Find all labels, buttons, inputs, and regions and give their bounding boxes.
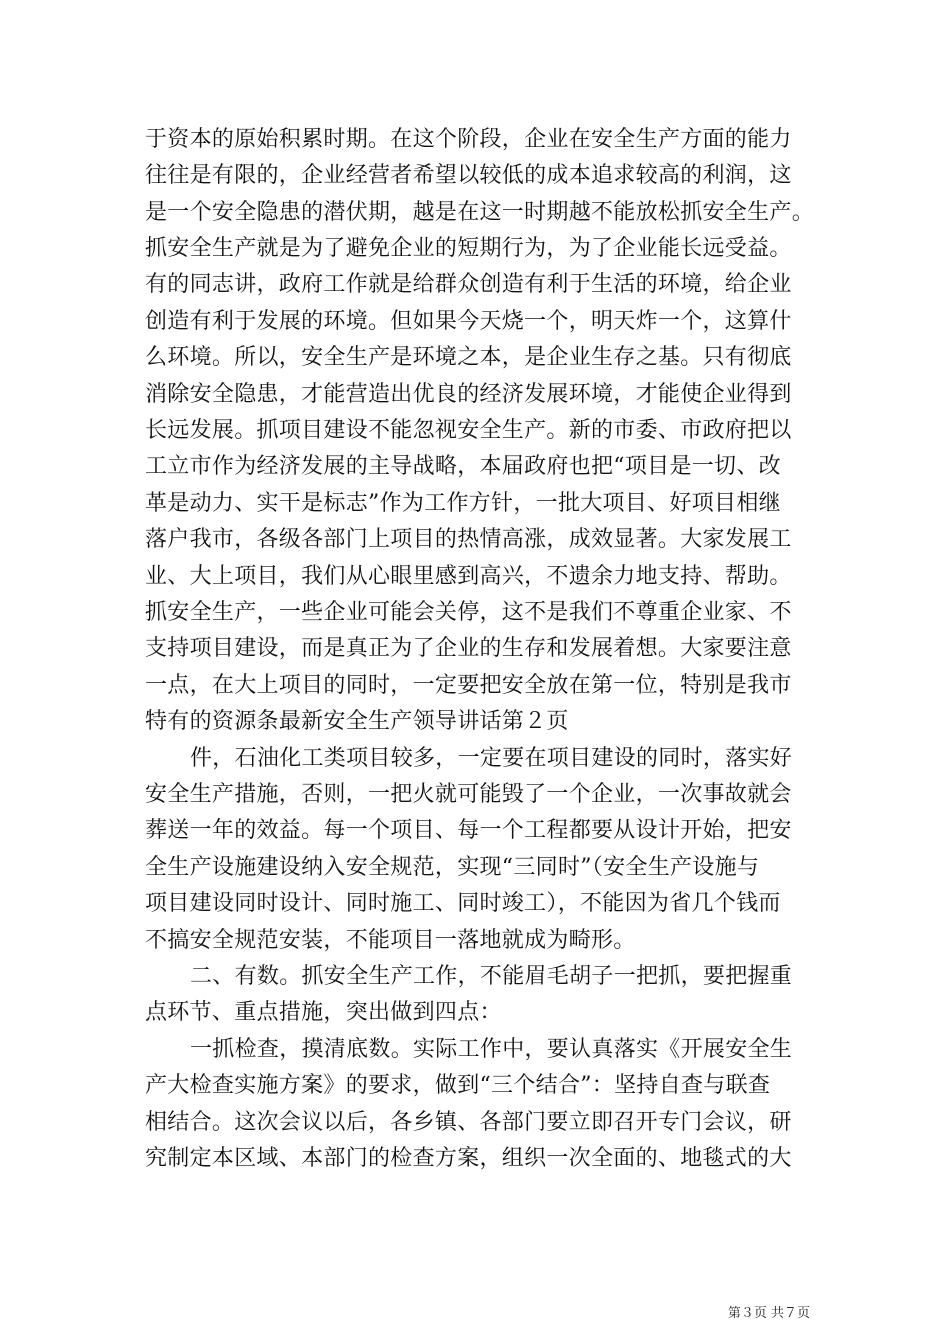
text-line-14: 抓安全生产，一些企业可能会关停，这不是我们不尊重企业家、不 [145, 600, 792, 625]
text-line-25: 点环节、重点措施，突出做到四点： [145, 1000, 502, 1025]
text-line-4: 抓安全生产就是为了避免企业的短期行为，为了企业能长远受益。 [145, 236, 792, 261]
text-line-18: 件，石油化工类项目较多，一定要在项目建设的同时，落实好 [190, 746, 793, 771]
text-line-23: 不搞安全规范安装，不能项目一落地就成为畸形。 [145, 928, 636, 953]
text-line-24: 二、有数。抓安全生产工作，不能眉毛胡子一把抓，要把握重 [190, 964, 793, 989]
text-line-8: 消除安全隐患，才能营造出优良的经济发展环境，才能使企业得到 [145, 382, 792, 407]
text-line-16: 一点，在大上项目的同时，一定要把安全放在第一位，特别是我市 [145, 673, 792, 698]
text-line-11: 革是动力、实干是标志”作为工作方针，一批大项目、好项目相继 [145, 491, 781, 516]
text-line-10: 工立市作为经济发展的主导战略，本届政府也把“项目是一切、改 [145, 454, 781, 479]
page-number: 第３页 共７页 [727, 1306, 810, 1321]
text-line-6: 创造有利于发展的环境。但如果今天烧一个，明天炸一个，这算什 [145, 309, 792, 334]
text-line-1: 于资本的原始积累时期。在这个阶段，企业在安全生产方面的能力 [145, 127, 792, 152]
text-line-2: 往往是有限的，企业经营者希望以较低的成本追求较高的利润，这 [145, 163, 792, 188]
text-line-20: 葬送一年的效益。每一个项目、每一个工程都要从设计开始，把安 [145, 818, 792, 843]
text-line-12: 落户我市，各级各部门上项目的热情高涨，成效显著。大家发展工 [145, 527, 792, 552]
text-line-7: 么环境。所以，安全生产是环境之本，是企业生存之基。只有彻底 [145, 345, 792, 370]
text-line-13: 业、大上项目，我们从心眼里感到高兴，不遗余力地支持、帮助。 [145, 564, 792, 589]
text-line-29: 究制定本区域、本部门的检查方案，组织一次全面的、地毯式的大 [145, 1146, 792, 1171]
text-line-3: 是一个安全隐患的潜伏期，越是在这一时期越不能放松抓安全生产。 [145, 200, 815, 225]
text-line-27: 产大检查实施方案》的要求，做到“三个结合”：坚持自查与联查 [145, 1073, 771, 1098]
text-line-26: 一抓检查，摸清底数。实际工作中，要认真落实《开展安全生 [190, 1037, 793, 1062]
text-line-28: 相结合。这次会议以后，各乡镇、各部门要立即召开专门会议，研 [145, 1110, 792, 1135]
text-line-22: 项目建设同时设计、同时施工、同时竣工），不能因为省几个钱而 [145, 891, 781, 916]
text-line-15: 支持项目建设，而是真正为了企业的生存和发展着想。大家要注意 [145, 636, 792, 661]
text-line-19: 安全生产措施，否则，一把火就可能毁了一个企业，一次事故就会 [145, 782, 792, 807]
text-line-17: 特有的资源条最新安全生产领导讲话第２页 [145, 709, 569, 734]
text-line-9: 长远发展。抓项目建设不能忽视安全生产。新的市委、市政府把以 [145, 418, 792, 443]
text-line-5: 有的同志讲，政府工作就是给群众创造有利于生活的环境，给企业 [145, 272, 792, 297]
text-line-21: 全生产设施建设纳入安全规范，实现“三同时”（安全生产设施与 [145, 855, 760, 880]
